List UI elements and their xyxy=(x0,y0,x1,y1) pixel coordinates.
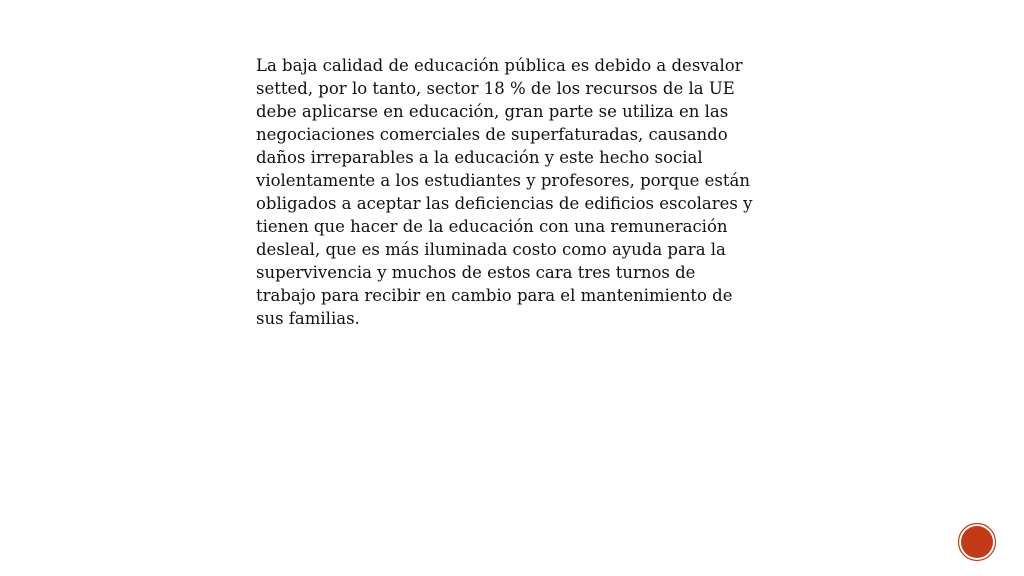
page-number-badge-icon xyxy=(957,522,997,562)
slide-body-text: La baja calidad de educación pública es debido a desvalor setted, por lo tanto, sector 18 % de los recursos de la UE debe aplicarse en educación, gran parte se utiliza en las negociaciones comerciales de superfaturadas, causando daños irreparables a la educación y este hecho social violentamente a los estudiantes y profesores, porque están obligados a aceptar las deficiencias de edificios escolares y tienen que hacer de la educación con una remuneración desleal, que es más iluminada costo como ayuda para la supervivencia y muchos de estos cara tres turnos de trabajo para recibir en cambio para el mantenimiento de sus familias. xyxy=(256,56,753,328)
